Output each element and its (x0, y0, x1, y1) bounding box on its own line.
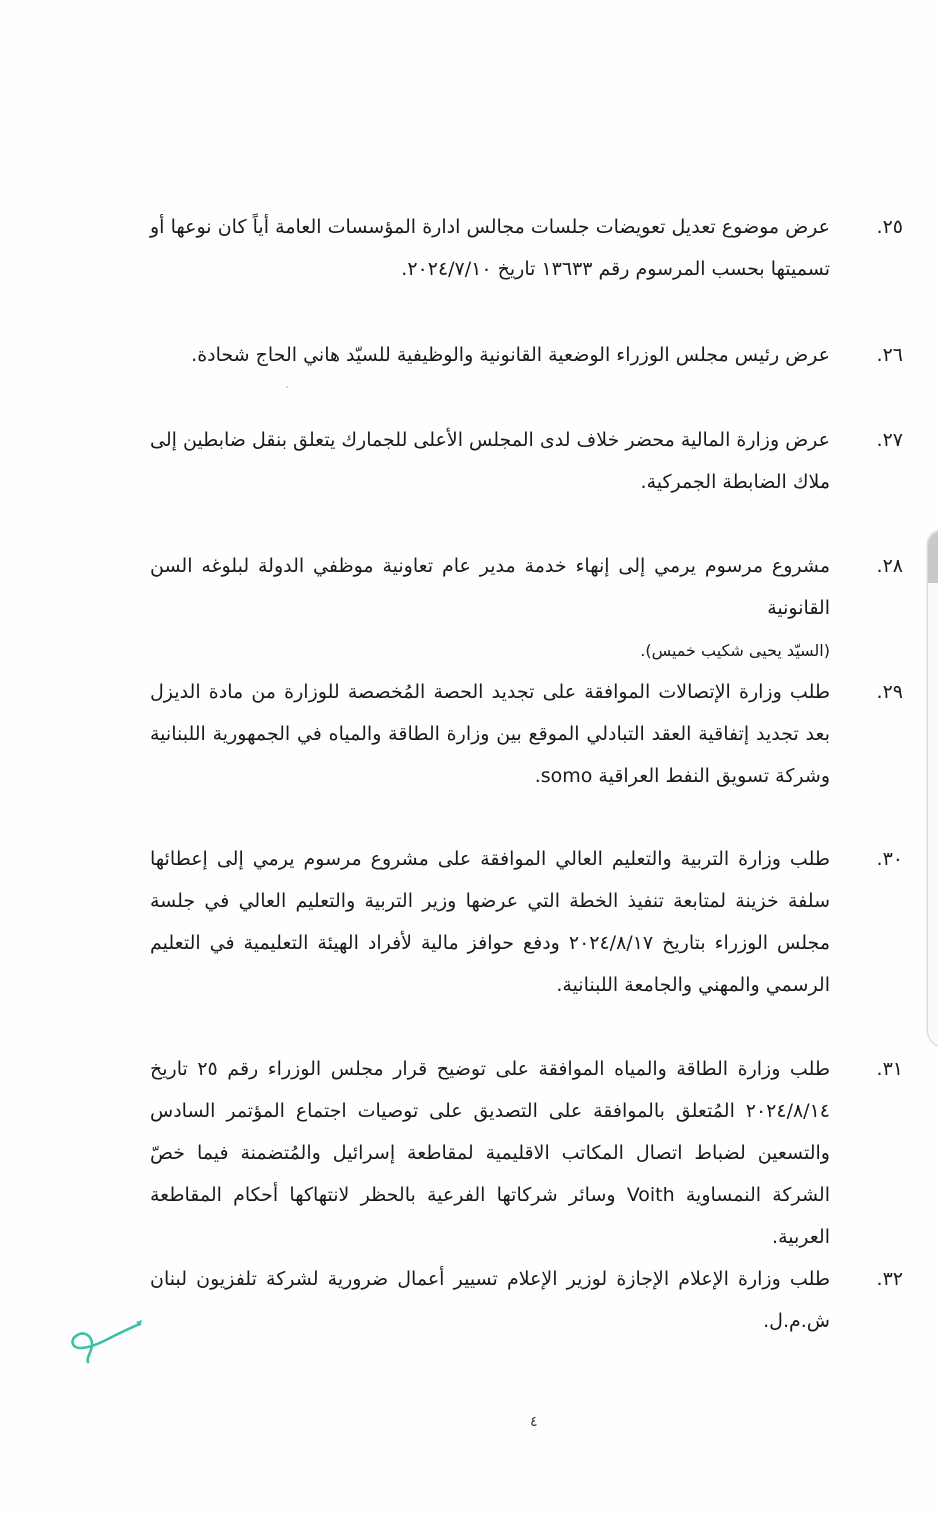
item-text: عرض وزارة المالية محضر خلاف لدى المجلس الأعلى للجمارك يتعلق بنقل ضابطين إلى ملاك الضابطة الجمركية. (150, 429, 830, 493)
scan-speck (286, 386, 288, 388)
item-number: ٢٨. (876, 555, 903, 577)
item-number: ٢٥. (876, 216, 903, 238)
item-text: طلب وزارة الطاقة والمياه الموافقة على توضيح قرار مجلس الوزراء رقم ٢٥ تاريخ ٢٠٢٤/٨/١٤ المُتعلق بالموافقة على التصديق على توصيات اجتماع المؤتمر السادس والتسعين لضباط اتصال المكاتب الاقليمية لمقاطعة إسرائيل والمُتضمنة فيما خصّ الشركة النمساوية Voith وسائر شركاتها الفرعية بالحظر لانتهاكها أحكام المقاطعة العربية. (150, 1058, 830, 1248)
agenda-item-26 (150, 334, 903, 376)
item-text: عرض رئيس مجلس الوزراء الوضعية القانونية والوظيفية للسيّد هاني الحاج شحادة. (191, 344, 830, 366)
agenda-item-31 (150, 1048, 903, 1258)
side-scroll-panel[interactable] (927, 530, 938, 1048)
item-text-main: مشروع مرسوم يرمي إلى إنهاء خدمة مدير عام تعاونية موظفي الدولة لبلوغه السن القانونية (150, 555, 830, 619)
item-text (150, 545, 830, 672)
item-number: ٣٠. (876, 848, 903, 870)
agenda-item-32 (150, 1258, 903, 1342)
item-text: طلب وزارة الإتصالات الموافقة على تجديد الحصة المُخصصة للوزارة من مادة الديزل بعد تجديد إتفاقية العقد التبادلي الموقع بين وزارة الطاقة والمياه في الجمهورية اللبنانية وشركة تسويق النفط العراقية somo. (150, 681, 830, 787)
item-text: طلب وزارة التربية والتعليم العالي الموافقة على مشروع مرسوم يرمي إلى إعطائها سلفة خزينة لمتابعة تنفيذ الخطة التي عرضها وزير التربية والتعليم العالي في جلسة مجلس الوزراء بتاريخ ٢٠٢٤/٨/١٧ ودفع حوافز مالية لأفراد الهيئة التعليمية في التعليم الرسمي والمهني والجامعة اللبنانية. (150, 848, 830, 996)
agenda-item-29 (150, 671, 903, 797)
item-number: ٢٧. (876, 429, 903, 451)
item-number: ٢٦. (876, 344, 903, 366)
handwritten-signature-icon (62, 1318, 142, 1378)
item-text: عرض موضوع تعديل تعويضات جلسات مجالس ادارة المؤسسات العامة أياً كان نوعها أو تسميتها بحسب المرسوم رقم ١٣٦٣٣ تاريخ ٢٠٢٤/٧/١٠. (150, 216, 830, 280)
item-number: ٢٩. (876, 681, 903, 703)
agenda-item-30 (150, 838, 903, 1006)
item-number: ٣٢. (876, 1268, 903, 1290)
agenda-item-28 (150, 545, 903, 672)
item-number: ٣١. (876, 1058, 903, 1080)
agenda-item-27 (150, 419, 903, 503)
scrollbar-thumb[interactable] (928, 531, 938, 583)
page-number: ٤ (530, 1414, 538, 1430)
item-text-parenthetical: (السيّد يحيى شكيب خميس). (640, 641, 830, 660)
agenda-item-25 (150, 206, 903, 290)
item-text: طلب وزارة الإعلام الإجازة لوزير الإعلام تسيير أعمال ضرورية لشركة تلفزيون لبنان ش.م.ل. (150, 1268, 830, 1332)
